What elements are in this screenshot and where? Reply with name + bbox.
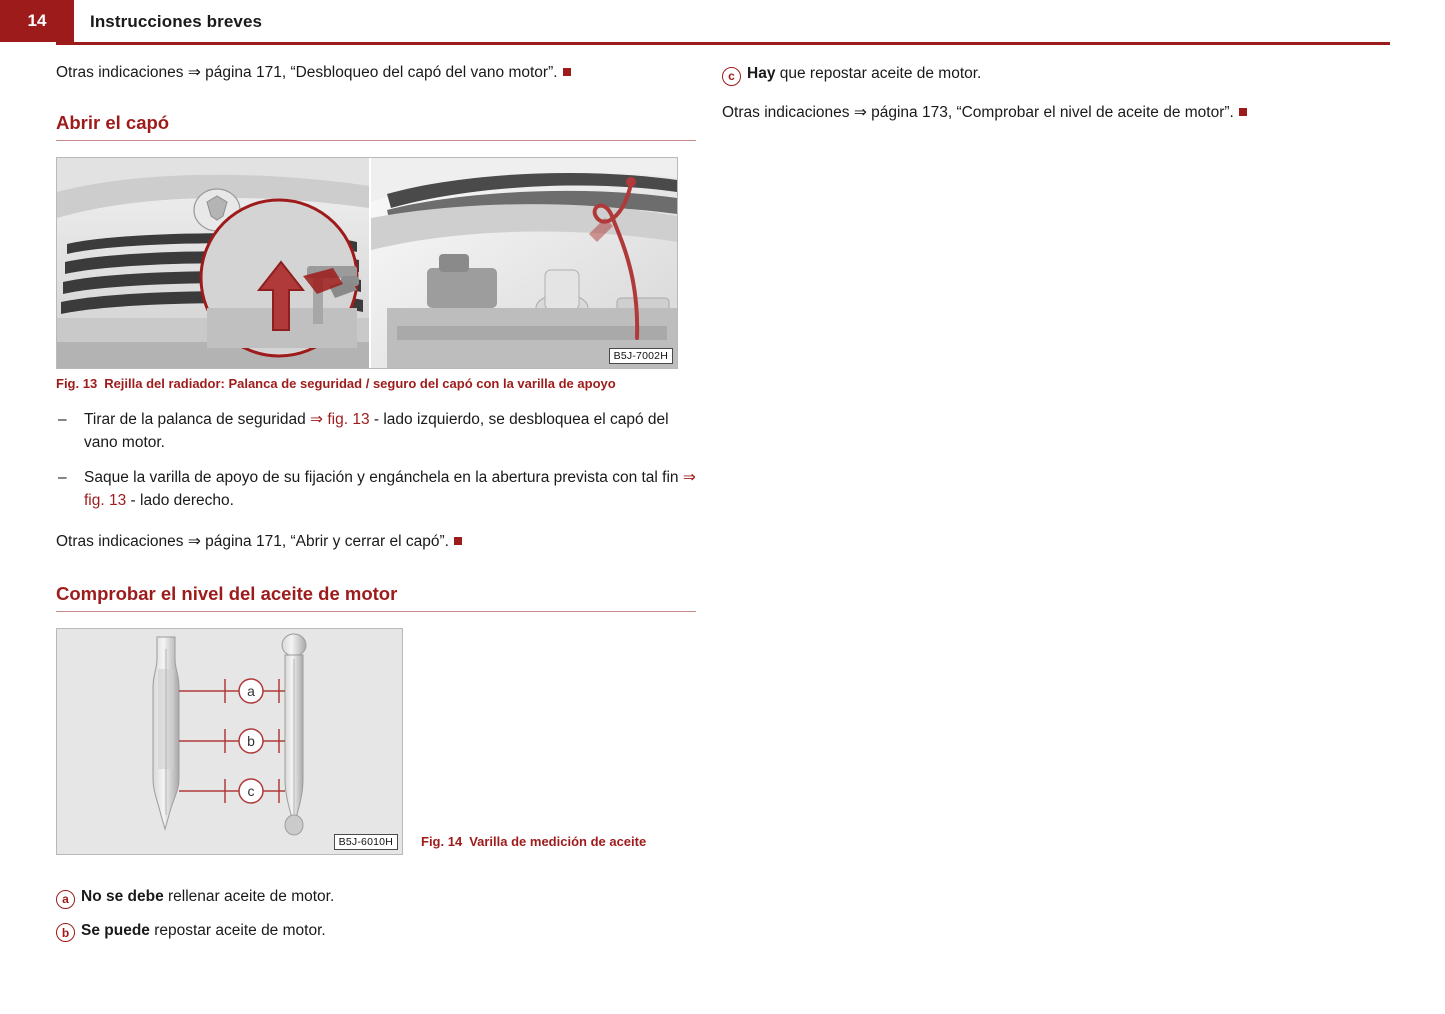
marker-item-a bbox=[56, 885, 696, 909]
figure-14-code: B5J-6010H bbox=[334, 834, 398, 850]
arrow-glyph: ⇒ bbox=[853, 103, 867, 121]
figure-14-label: Fig. 14 bbox=[421, 834, 463, 850]
marker-c-bold-text: Hay bbox=[747, 65, 776, 82]
marker-a-bold-text: No se debe bbox=[81, 888, 164, 906]
closing-text-after: página 171, “Abrir y cerrar el capó”. bbox=[200, 532, 449, 550]
figure-13-illustration bbox=[57, 158, 677, 368]
marker-a-icon: a bbox=[56, 890, 75, 909]
figure-14-caption bbox=[421, 834, 646, 849]
right-column bbox=[722, 62, 1362, 124]
dash-marker: – bbox=[58, 411, 67, 429]
marker-item-b bbox=[56, 919, 696, 943]
page-title: Instrucciones breves bbox=[90, 12, 263, 31]
end-of-section-mark bbox=[454, 537, 462, 545]
intro-text-before: Otras indicaciones bbox=[56, 64, 188, 81]
header-divider bbox=[56, 42, 1390, 45]
marker-c-icon: c bbox=[722, 67, 741, 86]
right-closing-text-after: página 173, “Comprobar el nivel de aceite de motor”. bbox=[866, 103, 1234, 121]
figure-14-row bbox=[56, 628, 696, 855]
svg-text:a: a bbox=[247, 683, 255, 700]
end-of-section-mark bbox=[1239, 108, 1247, 116]
section-heading-comprobar-nivel-aceite: Comprobar el nivel del aceite de motor bbox=[56, 583, 398, 605]
arrow-glyph: ⇒ bbox=[682, 469, 696, 487]
figure-13-caption-text: Rejilla del radiador: Palanca de seguridad / seguro del capó con la varilla de apoyo bbox=[104, 376, 616, 392]
step-1-part1: Tirar de la palanca de seguridad bbox=[84, 411, 311, 429]
page-number: 14 bbox=[27, 11, 47, 30]
arrow-glyph: ⇒ bbox=[187, 64, 201, 81]
svg-text:c: c bbox=[247, 783, 255, 800]
figure-14-image bbox=[56, 628, 403, 855]
section-heading-rule bbox=[56, 611, 696, 612]
page-header bbox=[0, 0, 1445, 46]
list-item bbox=[56, 467, 696, 513]
figure-reference-link[interactable]: fig. 13 bbox=[84, 491, 127, 509]
step-2-part2: - lado derecho. bbox=[126, 491, 234, 509]
section1-closing-paragraph bbox=[56, 531, 696, 553]
step-1-part2: - lado izquierdo, se desbloquea el capó del vano motor. bbox=[84, 411, 669, 452]
marker-b-text: repostar aceite de motor. bbox=[149, 921, 326, 939]
section-heading-abrir-el-capo: Abrir el capó bbox=[56, 112, 170, 134]
svg-text:b: b bbox=[247, 733, 255, 750]
intro-text-after: página 171, “Desbloqueo del capó del vano motor”. bbox=[200, 64, 558, 81]
figure-13-code: B5J-7002H bbox=[609, 348, 673, 364]
section-heading-rule bbox=[56, 140, 696, 141]
closing-text-before: Otras indicaciones bbox=[56, 532, 188, 550]
figure-13-caption bbox=[56, 376, 696, 391]
figure-14-caption-text: Varilla de medición de aceite bbox=[469, 834, 647, 850]
figure-14-illustration bbox=[57, 629, 402, 854]
abrir-capo-steps bbox=[56, 409, 696, 512]
marker-item-c bbox=[722, 62, 1362, 86]
figure-13-image bbox=[56, 157, 678, 369]
marker-b-bold-text: Se puede bbox=[81, 921, 150, 939]
intro-paragraph bbox=[56, 62, 696, 84]
marker-c-text: que repostar aceite de motor. bbox=[775, 65, 982, 82]
dash-marker: – bbox=[58, 469, 67, 487]
left-column bbox=[56, 62, 696, 952]
marker-a-text: rellenar aceite de motor. bbox=[163, 888, 335, 906]
list-item bbox=[56, 409, 696, 455]
marker-b-icon: b bbox=[56, 923, 75, 942]
arrow-glyph: ⇒ bbox=[310, 411, 324, 429]
figure-reference-link[interactable]: fig. 13 bbox=[323, 411, 370, 429]
end-of-section-mark bbox=[563, 68, 571, 76]
figure-13-label: Fig. 13 bbox=[56, 376, 98, 392]
page-number-badge bbox=[0, 0, 74, 42]
right-closing-paragraph bbox=[722, 102, 1362, 124]
arrow-glyph: ⇒ bbox=[187, 532, 201, 550]
right-closing-text-before: Otras indicaciones bbox=[722, 103, 854, 121]
step-2-part1: Saque la varilla de apoyo de su fijación y engánchela en la abertura prevista con tal fin bbox=[84, 469, 683, 487]
